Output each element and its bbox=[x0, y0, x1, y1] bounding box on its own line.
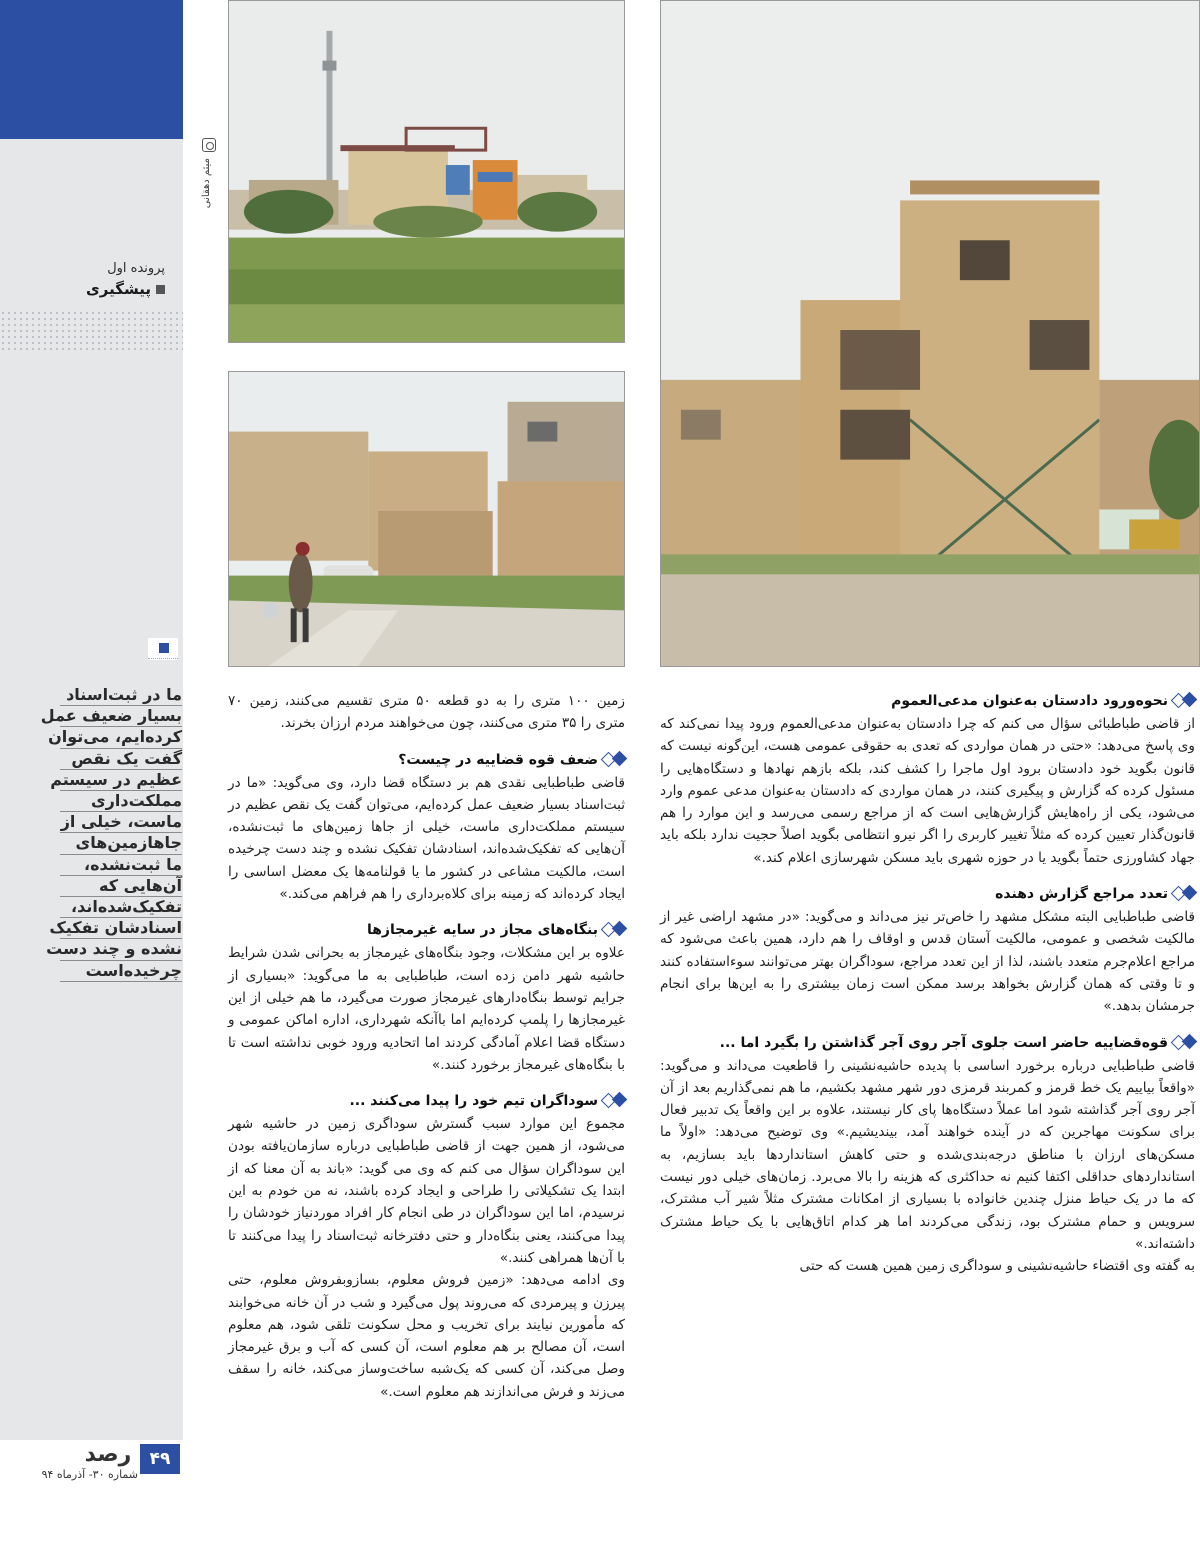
section-title: پیشگیری bbox=[86, 280, 151, 298]
section-heading-text: قوه‌قضاییه حاضر است جلوی آجر روی آجر گذاشتن را بگیرد اما ... bbox=[719, 1034, 1168, 1051]
pull-quote-line: عظیم در سیستم bbox=[60, 770, 182, 791]
pull-quote-line: آن‌هایی که bbox=[60, 876, 182, 897]
right-text-column bbox=[660, 690, 1195, 1278]
section-heading-text: نحوه‌ورود دادستان به‌عنوان مدعی‌العموم bbox=[891, 693, 1168, 709]
paragraph: قاضی طباطبایی البته مشکل مشهد را خاص‌تر نیز می‌داند و می‌گوید: «در مشهد اراضی غیر از مالکیت شخصی و عمومی، مالکیت آستان قدس و اوقاف را هم دارد، همین باعث می‌شود که مراجع اعلام‌جرم متعدد باشند، لذا از این تعدد مراجع، سوداگران بهتر می‌توانند سوءاستفاده کنند و تا وقتی که همان گزارش بخواهد برسد ممکن است زمان بیشتری را به این‌ها برای انجام جرمشان بدهد.» bbox=[660, 909, 1195, 1015]
paragraph: به گفته وی اقتضاء حاشیه‌نشینی و سوداگری زمین همین هست که حتی bbox=[799, 1258, 1195, 1275]
photo-field-buildings bbox=[228, 0, 625, 343]
photo-credit bbox=[197, 138, 221, 218]
magazine-logo: رصد bbox=[84, 1442, 132, 1467]
section-label: پرونده اول bbox=[107, 261, 165, 276]
section-heading-text: سوداگران تیم خود را پیدا می‌کنند ... bbox=[349, 1093, 598, 1110]
paragraph: قاضی طباطبایی نقدی هم بر دستگاه قضا دارد، وی می‌گوید: «ما در ثبت‌اسناد بسیار ضعیف عمل کرده‌ایم، می‌توان گفت یک نقص عظیم در سیستم مملکت‌داری ماست، خیلی از جاها زمین‌های ما ثبت‌نشده، آن‌هایی که تفکیک‌شده‌اند، اسنادشان تفکیک نشده و چند دست چرخیده است، مالکیت مشاعی در کشور ما یا قولنامه‌ها یک معضل اساسی را ایجاد کرده‌اند که زمینه برای کلاه‌برداری را هم فراهم می‌کند.» bbox=[228, 774, 625, 903]
section-label-block bbox=[86, 260, 165, 300]
pull-quote-line: ما در ثبت‌اسناد bbox=[60, 685, 182, 706]
section-heading bbox=[660, 690, 1195, 713]
paragraph: علاوه بر این مشکلات، وجود بنگاه‌های غیرمجاز به بحرانی شدن شرایط حاشیه شهر دامن زده است، طباطبایی به ما می‌گوید: «بسیاری از جرایم توسط بنگاه‌دارهای غیرمجاز صورت می‌گیرد، ما هم خیلی از این غیرمجازها را پلمپ کرده‌ایم اما باآنکه شهرداری، اداره اماکن عمومی و دستگاه قضا اعلام آمادگی کردند اما اتحادیه ورود خوبی نداشته است تا با بنگاه‌های غیرمجاز برخورد کنند.» bbox=[228, 945, 625, 1073]
section-heading bbox=[228, 1090, 625, 1113]
sidebar-blue-block bbox=[0, 0, 183, 139]
section-heading bbox=[228, 919, 625, 942]
pull-quote-line: بسیار ضعیف عمل bbox=[60, 706, 182, 727]
pull-quote-square-icon bbox=[148, 638, 178, 660]
pull-quote-line: ماست، خیلی از bbox=[60, 812, 182, 833]
photo-credit-name: میثم دهقانی bbox=[201, 158, 212, 209]
photo-woman-walking bbox=[228, 371, 625, 667]
pull-quote bbox=[40, 685, 182, 982]
camera-icon bbox=[202, 138, 216, 152]
section-heading-text: بنگاه‌های مجاز در سایه غیرمجازها bbox=[366, 922, 598, 939]
photo-brick-building bbox=[660, 0, 1200, 667]
pull-quote-line: جاهازمین‌های bbox=[60, 833, 182, 854]
paragraph: مجموع این موارد سبب گسترش سوداگری زمین در حاشیه شهر می‌شود، از همین جهت از قاضی طباطبایی درباره سازمان‌یافته بودن این سوداگران سؤال می کنم که وی می گوید: «باند به آن معنا که از ابتدا یک تشکیلاتی را طراحی و ایجاد کرده باشند، نه من خودم به این نرسیدم، اما این سوداگران در طی انجام کار افراد موردنیاز خودشان را پیدا می‌کنند، یعنی بنگاه‌دار و حتی دفترخانه ثبت‌اسناد را پیدا می‌کنند تا با آن‌ها همراهی کنند.» bbox=[228, 1116, 625, 1266]
pull-quote-line: چرخیده‌است bbox=[60, 961, 182, 982]
paragraph: از قاضی طباطبائی سؤال می کنم که چرا دادستان به‌عنوان مدعی‌العموم ورود پیدا نمی‌کند که وی پاسخ می‌دهد: «حتی در همان مواردی که تعدی به حقوقی عمومی هست، این‌گونه نیست که قانون بگوید خود دادستان برود اول ماجرا را کشف کند، بلکه بازهم نهادها و دستگاه‌هایی را مسئول کرده که گزارش و پیگیری کنند، در همان مواردی که دادستان به‌عنوان مدعی عموم وارد می‌شود، یکی از راه‌هایش گزارش‌هایی است که از مراجع رسمی می‌رسد و این موارد را هم قانون‌گذار تعیین کرده که مثلاً تغییر کاربری را اگر نیرو انتظامی بگوید اصلاً حجیت ندارد بلکه باید جهاد کشاورزی حتماً بگوید یا در حوزه شهری باید مسکن شهرسازی اعلام کند.» bbox=[660, 716, 1195, 866]
heading-diamond-icon bbox=[1173, 887, 1195, 899]
pull-quote-line: گفت یک نقص bbox=[60, 749, 182, 770]
heading-diamond-icon bbox=[603, 923, 625, 935]
paragraph: وی ادامه می‌دهد: «زمین فروش معلوم، بسازوبفروش معلوم، حتی پیرزن و پیرمردی که می‌روند پول می‌گیرد و شب در آن خانه می‌خوابند که مأمورین نیایند برای تخریب و محل سکونت تلقی شود، هم معلوم است، آن مصالح بر هم معلوم است، آن کسی که آب و برق غیرمجاز وصل می‌کند، آن کسی که یک‌شبه ساخت‌وساز می‌کند، خانه را سقف می‌زند و فرش می‌اندازند هم معلوم است.» bbox=[228, 1272, 625, 1400]
section-heading bbox=[228, 749, 625, 772]
section-heading-text: ضعف قوه قضاییه در چیست؟ bbox=[398, 751, 598, 768]
pull-quote-line: مملکت‌داری bbox=[60, 791, 182, 812]
issue-info: شماره ۳۰- آذرماه ۹۴ bbox=[41, 1468, 138, 1481]
paragraph: قاضی طباطبایی درباره برخورد اساسی با پدیده حاشیه‌نشینی را قاطعیت می‌داند و می‌گوید: «واقعاً بیاییم یک خط قرمز و کمربند قرمزی دور شهر مشهد بکشیم، ما هم نمی‌گذاریم بعد از آن آجر روی آجر گذاشته شود اما عملاً دستگاه‌ها پای کار نیستند، علاوه بر این واقعاً یک تدبیر فعال برای سکونت مهاجرین که در آینده خواهند آمد، بیندیشیم.» وی توضیح می‌دهد: «اولاً ما مسکن‌های ارزان با مناطق درجه‌بندی‌شده و حتی کاهش استانداردها باید بسازیم، به استانداردهای حداقلی اکتفا کنیم نه حداکثری که هزینه را بالا می‌برد. زمان‌های خیلی دور نیست که ما در یک حیاط منزل چندین خانواده با بسیاری از امکانات مشترک مثلاً شیر آب مشترک، سرویس و حمام مشترک بود، زندگی می‌کردند اما هر کدام اتاق‌هایی با یک حیاط مشترک داشته‌اند.» bbox=[660, 1057, 1195, 1252]
sidebar-dot-pattern bbox=[0, 310, 183, 350]
section-heading bbox=[660, 883, 1195, 906]
middle-text-column bbox=[228, 690, 625, 1403]
square-bullet-icon bbox=[156, 285, 165, 294]
heading-diamond-icon bbox=[1173, 694, 1195, 706]
heading-diamond-icon bbox=[603, 753, 625, 765]
page-number: ۴۹ bbox=[140, 1444, 180, 1474]
heading-diamond-icon bbox=[603, 1094, 625, 1106]
section-heading bbox=[660, 1032, 1195, 1055]
pull-quote-line: اسنادشان تفکیک bbox=[60, 918, 182, 939]
paragraph: زمین ۱۰۰ متری را به دو قطعه ۵۰ متری تقسیم می‌کنند، زمین ۷۰ متری را ۳۵ متری می‌کنند، چون می‌خواهند مردم ارزان بخرند. bbox=[228, 693, 625, 732]
pull-quote-line: کرده‌ایم، می‌توان bbox=[60, 727, 182, 748]
section-heading-text: تعدد مراجع گزارش دهنده bbox=[995, 886, 1168, 903]
pull-quote-line: تفکیک‌شده‌اند، bbox=[60, 897, 182, 918]
heading-diamond-icon bbox=[1173, 1036, 1195, 1048]
pull-quote-line: ما ثبت‌نشده، bbox=[60, 855, 182, 876]
pull-quote-line: نشده و چند دست bbox=[60, 939, 182, 960]
